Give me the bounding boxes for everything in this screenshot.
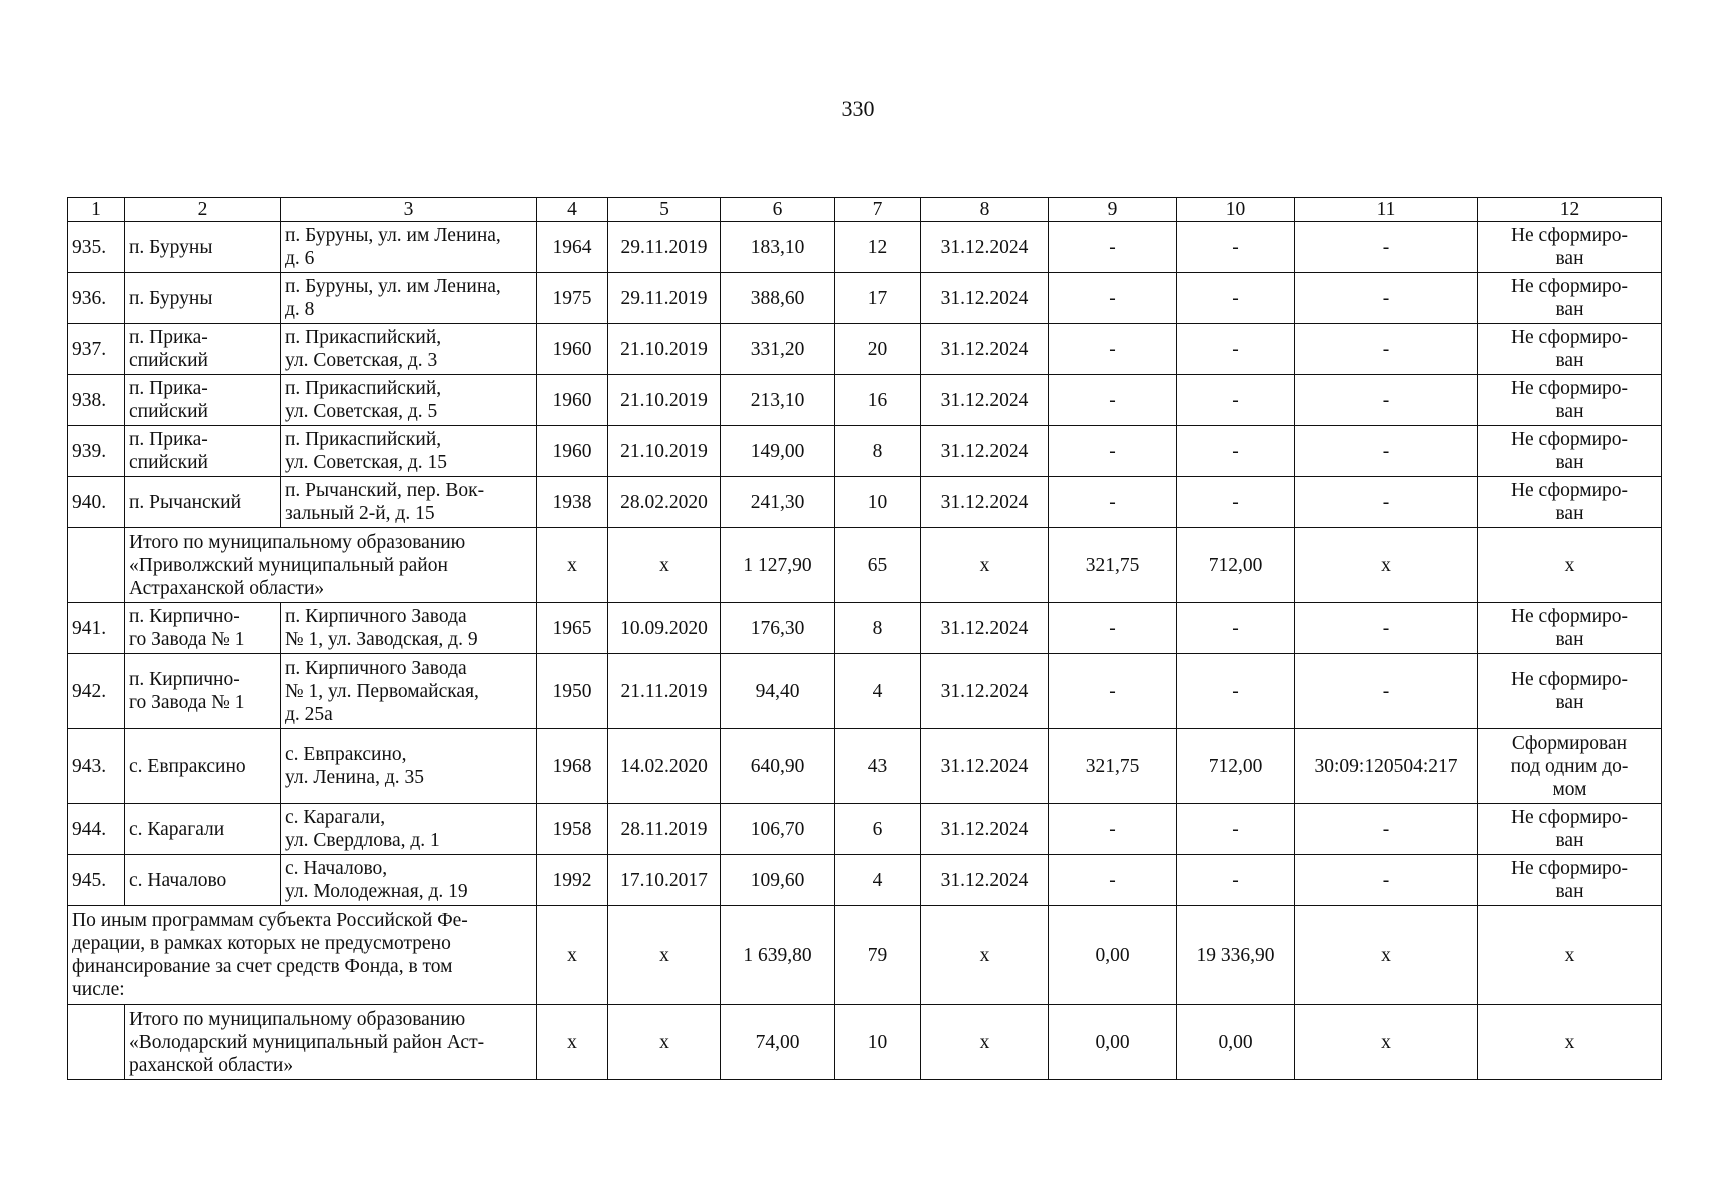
cell-date: х [608,528,721,603]
table-row [68,729,1662,804]
cell-date: х [608,1005,721,1080]
table-row [68,855,1662,906]
cell-col10: - [1177,855,1295,906]
cell-col10: - [1177,273,1295,324]
cell-address: п. Рычанский, пер. Вок- зальный 2-й, д. 15 [281,477,537,528]
page-number: 330 [841,96,875,121]
cell-residents: 17 [835,273,921,324]
cell-col11: - [1295,324,1478,375]
cell-col9: 0,00 [1049,906,1177,1005]
cell-deadline: 31.12.2024 [921,654,1049,729]
housing-registry-table [67,197,1662,1080]
cell-deadline: 31.12.2024 [921,855,1049,906]
cell-deadline: 31.12.2024 [921,477,1049,528]
cell-deadline: 31.12.2024 [921,375,1049,426]
cell-residents: 6 [835,804,921,855]
cell-address: п. Кирпичного Завода № 1, ул. Заводская, д. 9 [281,603,537,654]
column-header: 7 [835,198,921,222]
column-header: 4 [537,198,608,222]
table-row [68,804,1662,855]
cell-residents: 10 [835,1005,921,1080]
cell-col9: - [1049,426,1177,477]
cell-col9: 0,00 [1049,1005,1177,1080]
cell-col9: - [1049,324,1177,375]
cell-area: 149,00 [721,426,835,477]
column-header: 12 [1478,198,1662,222]
cell-year: 1950 [537,654,608,729]
cell-deadline: 31.12.2024 [921,273,1049,324]
cell-col9: - [1049,375,1177,426]
cell-area: 106,70 [721,804,835,855]
cell-deadline: х [921,1005,1049,1080]
cell-residents: 8 [835,603,921,654]
cell-col11: - [1295,477,1478,528]
cell-residents: 8 [835,426,921,477]
cell-deadline: х [921,528,1049,603]
cell-year: 1938 [537,477,608,528]
cell-row-number: 939. [68,426,125,477]
cell-residents: 12 [835,222,921,273]
cell-settlement: п. Рычанский [125,477,281,528]
cell-date: 21.10.2019 [608,324,721,375]
cell-col10: - [1177,324,1295,375]
cell-col10: - [1177,654,1295,729]
cell-col9: - [1049,222,1177,273]
cell-deadline: 31.12.2024 [921,426,1049,477]
cell-status: х [1478,528,1662,603]
subtotal-label: Итого по муниципальному образованию «Володарский муниципальный район Аст- раханской области» [125,1005,537,1080]
cell-year: 1960 [537,324,608,375]
cell-settlement: с. Евпраксино [125,729,281,804]
table-row [68,273,1662,324]
column-header: 5 [608,198,721,222]
cell-residents: 79 [835,906,921,1005]
cell-year: 1968 [537,729,608,804]
cell-col9: 321,75 [1049,528,1177,603]
empty-cell [68,1005,125,1080]
cell-status: Не сформиро- ван [1478,273,1662,324]
cell-year: 1964 [537,222,608,273]
table-row [68,477,1662,528]
cell-year: х [537,906,608,1005]
table-row [68,324,1662,375]
cell-deadline: 31.12.2024 [921,729,1049,804]
cell-col11: - [1295,804,1478,855]
cell-status: х [1478,906,1662,1005]
cell-row-number: 936. [68,273,125,324]
table-row [68,603,1662,654]
table-row [68,426,1662,477]
subtotal-row [68,528,1662,603]
cell-date: 21.11.2019 [608,654,721,729]
cell-col11: - [1295,654,1478,729]
cell-status: Не сформиро- ван [1478,324,1662,375]
cell-col9: - [1049,804,1177,855]
cell-status: Не сформиро- ван [1478,804,1662,855]
cell-area: 213,10 [721,375,835,426]
cell-area: 640,90 [721,729,835,804]
cell-col10: - [1177,804,1295,855]
cell-col11: х [1295,906,1478,1005]
cell-row-number: 942. [68,654,125,729]
cell-row-number: 937. [68,324,125,375]
cell-deadline: 31.12.2024 [921,804,1049,855]
cell-settlement: п. Прика- спийский [125,426,281,477]
cell-col10: - [1177,222,1295,273]
column-header: 1 [68,198,125,222]
cell-row-number: 940. [68,477,125,528]
cell-date: 28.11.2019 [608,804,721,855]
column-header: 8 [921,198,1049,222]
cell-year: х [537,1005,608,1080]
cell-col11: х [1295,528,1478,603]
column-header: 6 [721,198,835,222]
cell-col11: - [1295,375,1478,426]
cell-area: 183,10 [721,222,835,273]
cell-residents: 20 [835,324,921,375]
cell-year: 1960 [537,375,608,426]
cell-col9: - [1049,603,1177,654]
cell-area: 388,60 [721,273,835,324]
table-row [68,654,1662,729]
column-header: 2 [125,198,281,222]
cell-col9: - [1049,273,1177,324]
cell-status: Не сформиро- ван [1478,855,1662,906]
cell-deadline: 31.12.2024 [921,222,1049,273]
cell-date: 29.11.2019 [608,273,721,324]
cell-area: 176,30 [721,603,835,654]
cell-status: Не сформиро- ван [1478,426,1662,477]
cell-col10: - [1177,603,1295,654]
cell-settlement: п. Буруны [125,273,281,324]
cell-residents: 43 [835,729,921,804]
cell-settlement: п. Буруны [125,222,281,273]
cell-settlement: с. Карагали [125,804,281,855]
cell-address: п. Прикаспийский, ул. Советская, д. 15 [281,426,537,477]
cell-col9: 321,75 [1049,729,1177,804]
cell-col10: - [1177,375,1295,426]
cell-area: 1 127,90 [721,528,835,603]
cell-row-number: 943. [68,729,125,804]
cell-year: 1992 [537,855,608,906]
total-label: По иным программам субъекта Российской Фе- дерации, в рамках которых не предусмотрено финансирование за счет средств Фонда, в том числе: [68,906,537,1005]
cell-row-number: 945. [68,855,125,906]
cell-settlement: п. Кирпично- го Завода № 1 [125,603,281,654]
cell-col9: - [1049,477,1177,528]
cell-residents: 16 [835,375,921,426]
empty-cell [68,528,125,603]
table-row [68,222,1662,273]
cell-area: 331,20 [721,324,835,375]
cell-status: Не сформиро- ван [1478,375,1662,426]
cell-address: с. Началово, ул. Молодежная, д. 19 [281,855,537,906]
cell-date: х [608,906,721,1005]
cell-address: с. Евпраксино, ул. Ленина, д. 35 [281,729,537,804]
cell-area: 94,40 [721,654,835,729]
cell-status: Не сформиро- ван [1478,222,1662,273]
cell-col11: - [1295,222,1478,273]
cell-row-number: 941. [68,603,125,654]
cell-col11: - [1295,273,1478,324]
total-row [68,906,1662,1005]
cell-date: 21.10.2019 [608,426,721,477]
cell-address: п. Буруны, ул. им Ленина, д. 8 [281,273,537,324]
cell-area: 241,30 [721,477,835,528]
cell-deadline: 31.12.2024 [921,603,1049,654]
cell-date: 21.10.2019 [608,375,721,426]
cell-settlement: с. Началово [125,855,281,906]
cell-year: 1960 [537,426,608,477]
cell-residents: 65 [835,528,921,603]
cell-col11: 30:09:120504:217 [1295,729,1478,804]
column-header: 3 [281,198,537,222]
cell-settlement: п. Прика- спийский [125,324,281,375]
cell-area: 1 639,80 [721,906,835,1005]
cell-row-number: 935. [68,222,125,273]
cell-address: п. Прикаспийский, ул. Советская, д. 3 [281,324,537,375]
cell-row-number: 944. [68,804,125,855]
cell-status: Не сформиро- ван [1478,603,1662,654]
cell-col10: - [1177,426,1295,477]
cell-address: п. Буруны, ул. им Ленина, д. 6 [281,222,537,273]
cell-row-number: 938. [68,375,125,426]
cell-col10: - [1177,477,1295,528]
table-row [68,375,1662,426]
cell-status: х [1478,1005,1662,1080]
cell-address: п. Прикаспийский, ул. Советская, д. 5 [281,375,537,426]
cell-col11: - [1295,855,1478,906]
cell-area: 109,60 [721,855,835,906]
cell-date: 10.09.2020 [608,603,721,654]
cell-col10: 0,00 [1177,1005,1295,1080]
cell-area: 74,00 [721,1005,835,1080]
cell-col10: 712,00 [1177,729,1295,804]
column-number-row [68,198,1662,222]
subtotal-row [68,1005,1662,1080]
cell-col11: х [1295,1005,1478,1080]
cell-status: Сформирован под одним до- мом [1478,729,1662,804]
cell-settlement: п. Прика- спийский [125,375,281,426]
cell-residents: 4 [835,855,921,906]
cell-deadline: х [921,906,1049,1005]
subtotal-label: Итого по муниципальному образованию «Приволжский муниципальный район Астраханской области» [125,528,537,603]
cell-col9: - [1049,654,1177,729]
cell-date: 17.10.2017 [608,855,721,906]
cell-settlement: п. Кирпично- го Завода № 1 [125,654,281,729]
cell-residents: 4 [835,654,921,729]
column-header: 10 [1177,198,1295,222]
cell-date: 28.02.2020 [608,477,721,528]
cell-col10: 712,00 [1177,528,1295,603]
cell-deadline: 31.12.2024 [921,324,1049,375]
cell-year: 1965 [537,603,608,654]
cell-year: 1958 [537,804,608,855]
column-header: 11 [1295,198,1478,222]
cell-year: 1975 [537,273,608,324]
cell-status: Не сформиро- ван [1478,477,1662,528]
cell-status: Не сформиро- ван [1478,654,1662,729]
column-header: 9 [1049,198,1177,222]
cell-col11: - [1295,603,1478,654]
cell-year: х [537,528,608,603]
cell-date: 14.02.2020 [608,729,721,804]
cell-col9: - [1049,855,1177,906]
cell-residents: 10 [835,477,921,528]
cell-date: 29.11.2019 [608,222,721,273]
cell-address: п. Кирпичного Завода № 1, ул. Первомайская, д. 25а [281,654,537,729]
cell-col10: 19 336,90 [1177,906,1295,1005]
cell-address: с. Карагали, ул. Свердлова, д. 1 [281,804,537,855]
cell-col11: - [1295,426,1478,477]
